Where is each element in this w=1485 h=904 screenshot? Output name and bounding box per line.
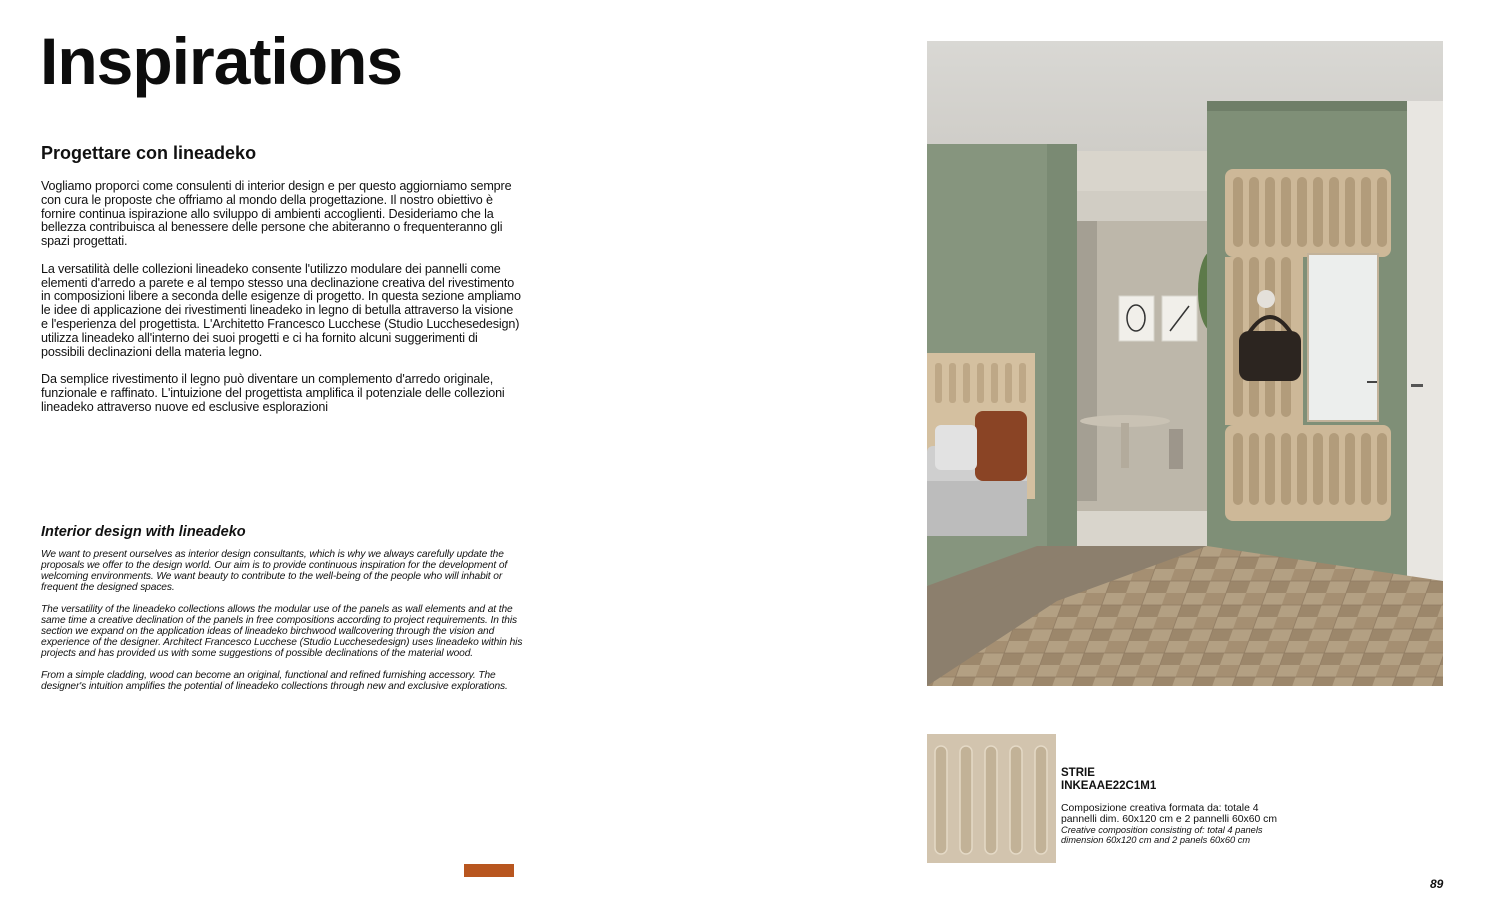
- italian-paragraph-3: Da semplice rivestimento il legno può diventare un complemento d'arredo originale, funzionale e raffinato. L'intuizione del progettista amplifica il potenziale delle collezioni lineadeko attraverso nuove ed esclusive esplorazioni: [41, 372, 505, 414]
- product-swatch: [927, 734, 1056, 863]
- product-info: [1061, 767, 1291, 846]
- accent-bar: [464, 864, 514, 877]
- italian-paragraph-1: Vogliamo proporci come consulenti di interior design e per questo aggiorniamo sempre con cura le proposte che offriamo al mondo della progettazione. Il nostro obiettivo è fornire continua ispirazione allo sviluppo di ambienti accoglienti. Desideriamo che la bellezza contribuisca al benessere delle persone che abiteranno o frequenteranno gli spazi progettati.: [41, 179, 512, 249]
- product-code: INKEAAE22C1M1: [1061, 779, 1157, 792]
- interior-illustration: [927, 41, 1443, 686]
- page-title: Inspirations: [40, 24, 403, 98]
- english-paragraph-3: From a simple cladding, wood can become an original, functional and refined furnishing accessory. The designer's intuition amplifies the potential of lineadeko collections through new and exclusive explorations.: [41, 670, 508, 692]
- product-name: STRIE: [1061, 767, 1095, 779]
- interior-photo: [927, 41, 1443, 686]
- product-description-english: Creative composition consisting of: total 4 panels dimension 60x120 cm and 2 panels 60x60 cm: [1061, 825, 1263, 846]
- strie-panel-sample: [927, 734, 1056, 863]
- italian-body: [41, 180, 523, 428]
- english-paragraph-1: We want to present ourselves as interior design consultants, which is why we always carefully update the proposals we offer to the design world. Our aim is to provide continuous inspiration for the development of welcoming environments. We want beauty to contribute to the well-being of the people who will inhabit or frequent the designed spaces.: [41, 549, 508, 593]
- english-body: [41, 549, 523, 703]
- english-heading: Interior design with lineadeko: [41, 524, 246, 540]
- italian-heading: Progettare con lineadeko: [41, 143, 257, 163]
- product-description-italian: Composizione creativa formata da: totale 4 pannelli dim. 60x120 cm e 2 pannelli 60x60 cm: [1061, 803, 1278, 825]
- english-paragraph-2: The versatility of the lineadeko collections allows the modular use of the panels as wall elements and at the same time a creative declination of the panels in free compositions according to project requirements. In this section we expand on the application ideas of lineadeko birchwood wallcovering through the vision and experience of the designer. Architect Francesco Lucchese (Studio Lucchesedesign) uses lineadeko within his projects and has provided us with some suggestions of possible declinations of the material wood.: [41, 604, 523, 659]
- page-number: 89: [1430, 877, 1444, 891]
- italian-paragraph-2: La versatilità delle collezioni lineadeko consente l'utilizzo modulare dei pannelli come elementi d'arredo a parete e al tempo stesso una declinazione creativa del rivestimento in composizioni libere a seconda delle esigenze di progetto. In questa sezione ampliamo le idee di applicazione dei rivestimenti lineadeko in legno di betulla attraverso la visione e l'esperienza del progettista. L'Architetto Francesco Lucchese (Studio Lucchesedesign) utilizza lineadeko all'interno dei suoi progetti e ci ha fornito alcuni suggerimenti di possibili declinazioni della materia legno.: [41, 261, 521, 359]
